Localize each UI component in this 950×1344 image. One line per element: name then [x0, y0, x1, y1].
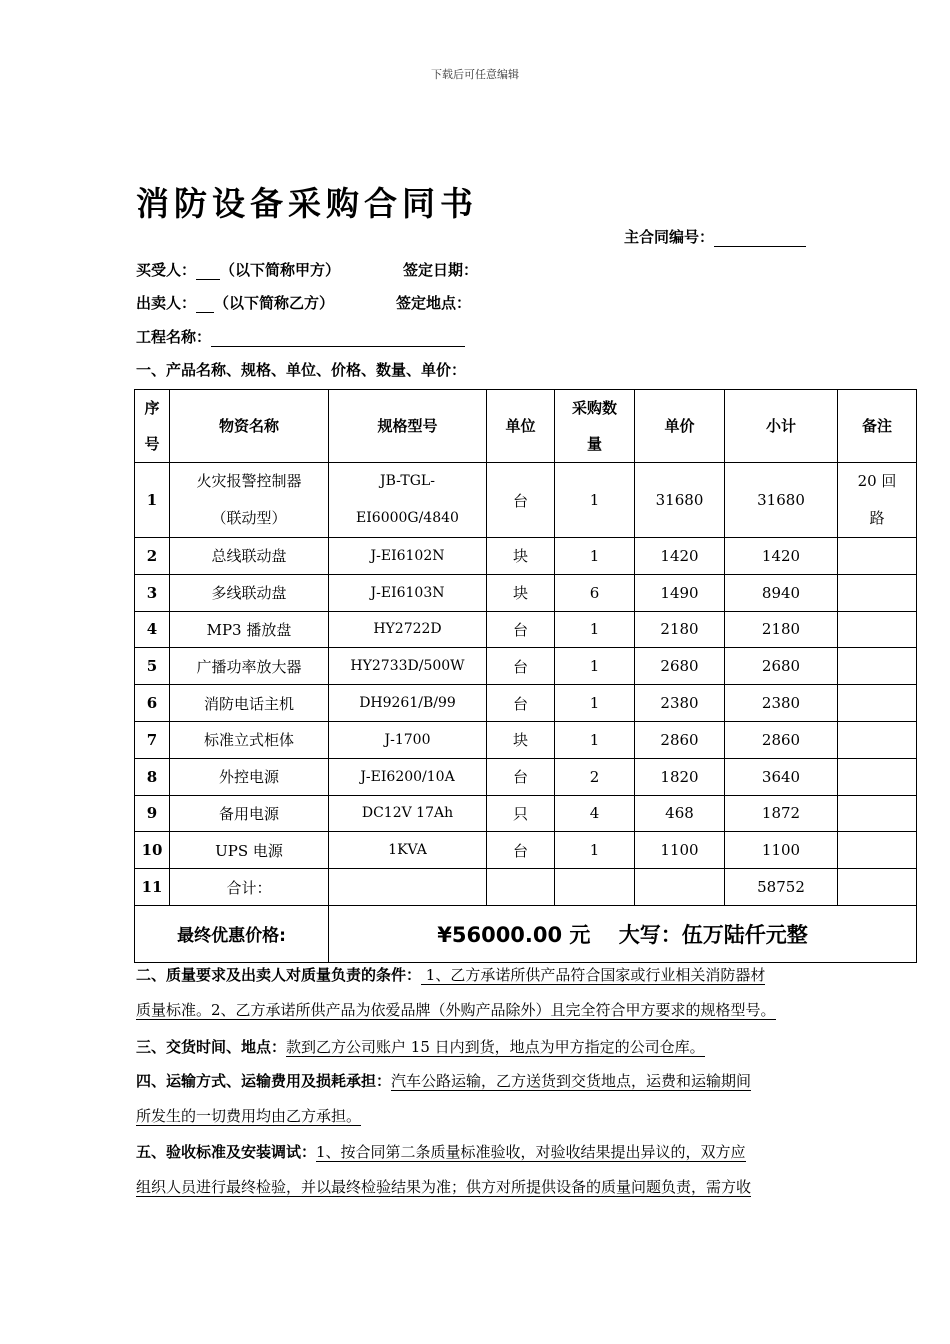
cell-unit: 台: [487, 685, 555, 722]
cell-unit: 块: [487, 721, 555, 758]
cell-qty: 2: [555, 758, 635, 795]
section-4-body: 汽车公路运输，乙方送货到交货地点，运费和运输期间: [391, 1072, 752, 1090]
cell-unit: 块: [487, 538, 555, 575]
cell-name: 火灾报警控制器 （联动型）: [170, 463, 329, 538]
cell-subtotal: 2680: [725, 648, 838, 685]
cell-model: JB-TGL- EI6000G/4840: [329, 463, 487, 538]
cell-qty: 1: [555, 611, 635, 648]
contract-number-row: [624, 226, 806, 247]
section-3-body: 款到乙方公司账户 15 日内到货，地点为甲方指定的公司仓库。: [286, 1038, 705, 1056]
buyer-label: 买受人：: [136, 261, 197, 279]
document-title: 消防设备采购合同书: [136, 184, 478, 223]
cell-name: 标准立式柜体: [170, 721, 329, 758]
cell-remark: 20 回 路: [838, 463, 917, 538]
cell-seq: 7: [135, 721, 170, 758]
section-4-body-cont: 所发生的一切费用均由乙方承担。: [136, 1107, 362, 1125]
cell-qty: 1: [555, 463, 635, 538]
cell-model: DH9261/B/99: [329, 685, 487, 722]
cell-seq: 10: [135, 832, 170, 869]
cell-remark: [838, 869, 917, 906]
cell-model: HY2722D: [329, 611, 487, 648]
header-subtotal: 小计: [725, 390, 838, 463]
sign-place-label: 签定地点：: [396, 294, 472, 312]
cell-price: 468: [635, 795, 725, 832]
cell-seq: 9: [135, 795, 170, 832]
table-row: [135, 685, 917, 722]
cell-remark: [838, 795, 917, 832]
section-3-heading: 三、交货时间、地点：: [136, 1038, 287, 1056]
cell-remark: [838, 721, 917, 758]
buyer-row: [136, 259, 340, 280]
cell-name: 备用电源: [170, 795, 329, 832]
final-price-value: ¥56000.00 元 大写：伍万陆仟元整: [329, 905, 917, 962]
cell-model: 1KVA: [329, 832, 487, 869]
cell-subtotal: 8940: [725, 574, 838, 611]
seller-label: 出卖人：: [136, 294, 197, 312]
table-row: [135, 832, 917, 869]
cell-subtotal: 1420: [725, 538, 838, 575]
seller-row: [136, 292, 334, 313]
table-row: [135, 758, 917, 795]
seller-field[interactable]: [196, 296, 214, 313]
cell-model: DC12V 17Ah: [329, 795, 487, 832]
items-table: [134, 389, 917, 963]
section-5-body-cont: 组织人员进行最终检验，并以最终检验结果为准；供方对所提供设备的质量问题负责，需方收: [136, 1178, 752, 1196]
cell-qty: [555, 869, 635, 906]
cell-unit: 块: [487, 574, 555, 611]
cell-subtotal: 1100: [725, 832, 838, 869]
cell-name: MP3 播放盘: [170, 611, 329, 648]
cell-subtotal: 31680: [725, 463, 838, 538]
table-row: [135, 648, 917, 685]
section-1-heading: 一、产品名称、规格、单位、价格、数量、单价：: [136, 361, 467, 379]
cell-model: J-EI6200/10A: [329, 758, 487, 795]
cell-subtotal: 1872: [725, 795, 838, 832]
cell-unit: 只: [487, 795, 555, 832]
cell-seq: 3: [135, 574, 170, 611]
cell-qty: 1: [555, 721, 635, 758]
cell-remark: [838, 538, 917, 575]
cell-unit: 台: [487, 463, 555, 538]
cell-seq: 4: [135, 611, 170, 648]
section-5: [136, 1135, 862, 1205]
seller-suffix: （以下简称乙方）: [214, 294, 335, 312]
cell-price: 2860: [635, 721, 725, 758]
cell-unit: 台: [487, 648, 555, 685]
cell-price: [635, 869, 725, 906]
cell-qty: 1: [555, 685, 635, 722]
section-2-body-cont: 质量标准。2、乙方承诺所供产品为依爱品牌（外购产品除外）且完全符合甲方要求的规格型号。: [136, 1001, 776, 1019]
section-3: [136, 1030, 862, 1065]
cell-unit: 台: [487, 611, 555, 648]
header-qty: 采购数 量: [555, 390, 635, 463]
header-note: 下载后可任意编辑: [431, 68, 519, 81]
cell-price: 1420: [635, 538, 725, 575]
buyer-field[interactable]: [196, 263, 220, 280]
cell-qty: 4: [555, 795, 635, 832]
cell-model: [329, 869, 487, 906]
cell-name: 合计：: [170, 869, 329, 906]
header-unit: 单位: [487, 390, 555, 463]
cell-seq: 11: [135, 869, 170, 906]
section-4: [136, 1064, 862, 1134]
cell-remark: [838, 758, 917, 795]
cell-qty: 1: [555, 832, 635, 869]
table-row: [135, 611, 917, 648]
cell-remark: [838, 648, 917, 685]
cell-price: 1100: [635, 832, 725, 869]
cell-qty: 1: [555, 648, 635, 685]
section-5-heading: 五、验收标准及安装调试：: [136, 1143, 317, 1161]
project-label: 工程名称：: [136, 328, 212, 346]
cell-name: UPS 电源: [170, 832, 329, 869]
section-2-heading: 二、质量要求及出卖人对质量负责的条件：: [136, 966, 422, 984]
cell-name: 多线联动盘: [170, 574, 329, 611]
cell-subtotal: 2180: [725, 611, 838, 648]
cell-price: 31680: [635, 463, 725, 538]
cell-price: 2680: [635, 648, 725, 685]
header-model: 规格型号: [329, 390, 487, 463]
project-row: [136, 326, 465, 347]
cell-seq: 6: [135, 685, 170, 722]
cell-name: 消防电话主机: [170, 685, 329, 722]
cell-price: 2180: [635, 611, 725, 648]
cell-remark: [838, 574, 917, 611]
cell-unit: 台: [487, 758, 555, 795]
cell-qty: 6: [555, 574, 635, 611]
cell-name: 总线联动盘: [170, 538, 329, 575]
table-header-row: [135, 390, 917, 463]
cell-remark: [838, 685, 917, 722]
cell-model: J-1700: [329, 721, 487, 758]
section-5-body: 1、按合同第二条质量标准验收，对验收结果提出异议的，双方应: [316, 1143, 746, 1161]
cell-seq: 8: [135, 758, 170, 795]
header-price: 单价: [635, 390, 725, 463]
cell-remark: [838, 611, 917, 648]
cell-model: HY2733D/500W: [329, 648, 487, 685]
cell-model: J-EI6103N: [329, 574, 487, 611]
final-price-row: [135, 905, 917, 962]
section-2: [136, 958, 862, 1028]
sign-date-label: 签定日期：: [403, 261, 479, 279]
cell-unit: 台: [487, 832, 555, 869]
header-name: 物资名称: [170, 390, 329, 463]
cell-subtotal: 2860: [725, 721, 838, 758]
header-seq: 序 号: [135, 390, 170, 463]
cell-qty: 1: [555, 538, 635, 575]
header-remark: 备注: [838, 390, 917, 463]
cell-unit: [487, 869, 555, 906]
cell-subtotal: 58752: [725, 869, 838, 906]
project-field[interactable]: [211, 330, 465, 347]
cell-seq: 1: [135, 463, 170, 538]
contract-number-label: 主合同编号：: [624, 228, 715, 246]
cell-seq: 2: [135, 538, 170, 575]
table-row: [135, 463, 917, 538]
cell-price: 2380: [635, 685, 725, 722]
table-row: [135, 574, 917, 611]
table-row: [135, 721, 917, 758]
cell-remark: [838, 832, 917, 869]
final-price-label: 最终优惠价格:: [135, 905, 329, 962]
section-2-body: 1、乙方承诺所供产品符合国家或行业相关消防器材: [421, 966, 766, 984]
cell-name: 广播功率放大器: [170, 648, 329, 685]
total-row: [135, 869, 917, 906]
cell-model: J-EI6102N: [329, 538, 487, 575]
cell-subtotal: 2380: [725, 685, 838, 722]
cell-subtotal: 3640: [725, 758, 838, 795]
cell-price: 1820: [635, 758, 725, 795]
cell-price: 1490: [635, 574, 725, 611]
buyer-suffix: （以下简称甲方）: [220, 261, 341, 279]
contract-number-field[interactable]: [714, 230, 806, 247]
section-4-heading: 四、运输方式、运输费用及损耗承担：: [136, 1072, 392, 1090]
cell-seq: 5: [135, 648, 170, 685]
cell-name: 外控电源: [170, 758, 329, 795]
table-row: [135, 538, 917, 575]
table-row: [135, 795, 917, 832]
